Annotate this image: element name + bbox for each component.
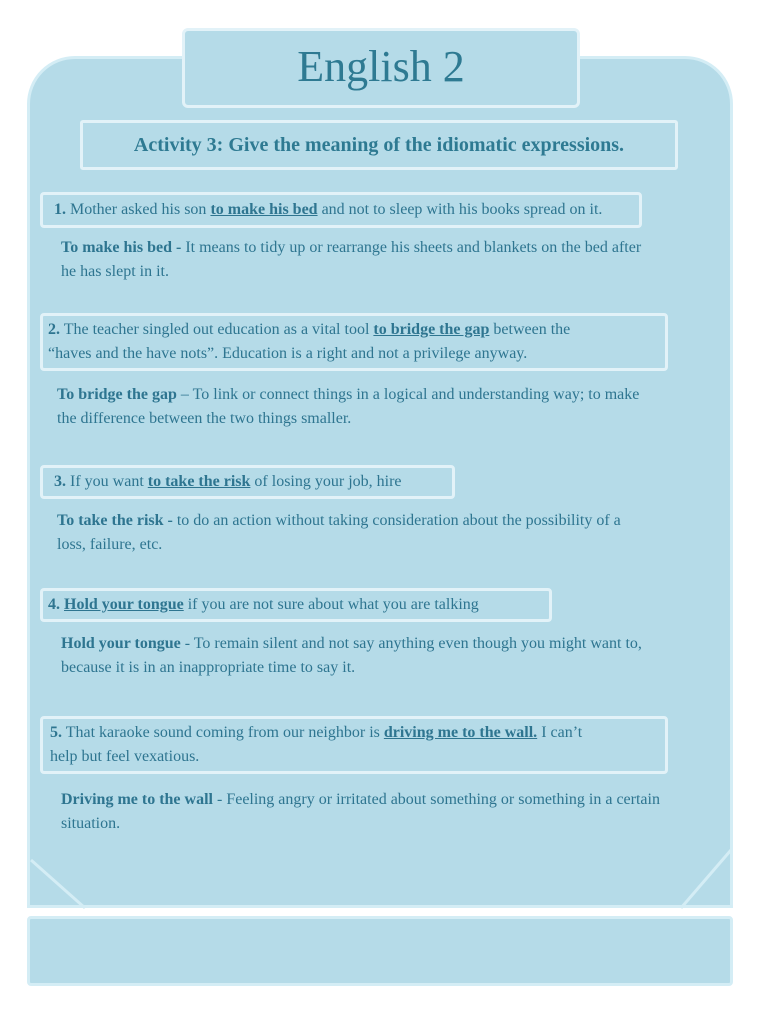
- idiom-highlight: driving me to the wall.: [383, 724, 538, 741]
- corner-decoration-left: [27, 830, 107, 910]
- idiom-highlight: to bridge the gap: [373, 321, 490, 338]
- question-number: 1.: [54, 201, 66, 218]
- question-4: 4. Hold your tongue if you are not sure about what you are talking: [48, 596, 479, 613]
- answer-4: Hold your tongue - To remain silent and not say anything even though you might want to, because it is in an inappropriate time to say it.: [61, 635, 642, 676]
- question-number: 5.: [50, 724, 62, 741]
- activity-heading: Activity 3: Give the meaning of the idiomatic expressions.: [80, 120, 678, 170]
- answer-term: To make his bed -: [61, 239, 182, 256]
- answer-3: To take the risk - to do an action without taking consideration about the possibility of a loss, failure, etc.: [57, 512, 621, 553]
- question-1: 1. Mother asked his son to make his bed and not to sleep with his books spread on it.: [54, 201, 603, 218]
- idiom-highlight: to take the risk: [147, 473, 251, 490]
- answer-term: To bridge the gap: [57, 386, 177, 403]
- question-number: 2.: [48, 321, 60, 338]
- answer-5: Driving me to the wall - Feeling angry or irritated about something or something in a certain situation.: [61, 791, 660, 832]
- question-3: 3. If you want to take the risk of losing your job, hire: [54, 473, 402, 490]
- question-2: 2. The teacher singled out education as a vital tool to bridge the gap between the “haves and the have nots”. Education is a right and not a privilege anyway.: [48, 321, 571, 362]
- question-number: 3.: [54, 473, 66, 490]
- answer-1: To make his bed - It means to tidy up or rearrange his sheets and blankets on the bed after he has slept in it.: [61, 239, 642, 280]
- answer-term: To take the risk -: [57, 512, 173, 529]
- idiom-highlight: to make his bed: [210, 201, 318, 218]
- footer-bar: [27, 916, 733, 986]
- answer-2: To bridge the gap – To link or connect things in a logical and understanding way; to make the difference between the two things smaller.: [57, 386, 640, 427]
- question-number: 4.: [48, 596, 60, 613]
- idiom-highlight: Hold your tongue: [64, 596, 184, 613]
- question-5: 5. That karaoke sound coming from our neighbor is driving me to the wall. I can’t help but feel vexatious.: [50, 724, 583, 765]
- answer-term: Hold your tongue: [61, 635, 181, 652]
- corner-decoration-right: [653, 830, 733, 910]
- answer-term: Driving me to the wall: [61, 791, 213, 808]
- page-title: English 2: [182, 28, 580, 108]
